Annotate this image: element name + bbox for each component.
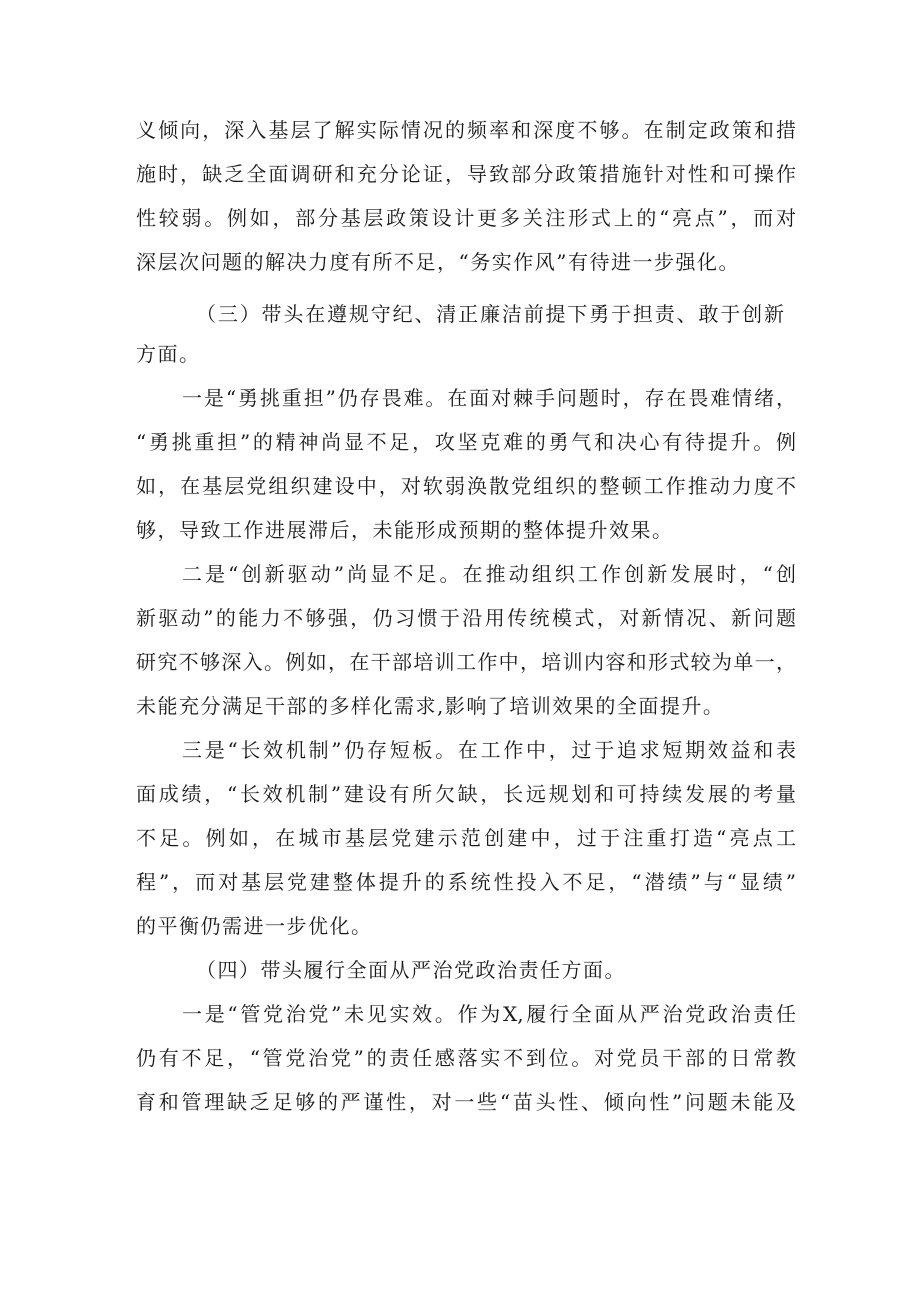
paragraph-first-line: 一是“勇挑重担”仍存畏难。在面对棘手问题时，存在畏难情绪， bbox=[182, 386, 796, 410]
section-heading: （三）带头在遵规守纪、清正廉洁前提下勇于担责、敢于创新 bbox=[196, 302, 784, 326]
text-line: 育和管理缺乏足够的严谨性，对一些“苗头性、倾向性”问题未能及 bbox=[136, 1090, 796, 1114]
text-line: 程”，而对基层党建整体提升的系统性投入不足，“潜绩”与“显绩” bbox=[136, 870, 796, 894]
text-line: “勇挑重担”的精神尚显不足，攻坚克难的勇气和决心有待提升。例 bbox=[136, 430, 796, 454]
section-heading-continuation: 方面。 bbox=[136, 342, 201, 366]
paragraph-first-line: 三是“长效机制”仍存短板。在工作中，过于追求短期效益和表 bbox=[182, 738, 796, 762]
text-line: 深层次问题的解决力度有所不足，“务实作风”有待进一步强化。 bbox=[136, 250, 740, 274]
text-line: 的平衡仍需进一步优化。 bbox=[136, 914, 373, 938]
text-line: 仍有不足，“管党治党”的责任感落实不到位。对党员干部的日常教 bbox=[136, 1046, 796, 1070]
paragraph-first-line: 二是“创新驱动”尚显不足。在推动组织工作创新发展时，“创 bbox=[182, 562, 796, 586]
text-line: 未能充分满足干部的多样化需求,影响了培训效果的全面提升。 bbox=[136, 694, 725, 718]
text-line: 性较弱。例如，部分基层政策设计更多关注形式上的“亮点”，而对 bbox=[136, 206, 796, 230]
section-heading: （四）带头履行全面从严治党政治责任方面。 bbox=[196, 958, 626, 982]
text-line: 义倾向，深入基层了解实际情况的频率和深度不够。在制定政策和措 bbox=[136, 118, 796, 142]
paragraph-first-line: 一是“管党治党”未见实效。作为X,履行全面从严治党政治责任 bbox=[182, 1002, 796, 1026]
text-line: 施时，缺乏全面调研和充分论证，导致部分政策措施针对性和可操作 bbox=[136, 162, 796, 186]
text-line: 研究不够深入。例如，在干部培训工作中，培训内容和形式较为单一， bbox=[136, 650, 796, 674]
text-line: 不足。例如，在城市基层党建示范创建中，过于注重打造“亮点工 bbox=[136, 826, 796, 850]
text-line: 新驱动”的能力不够强，仍习惯于沿用传统模式，对新情况、新问题 bbox=[136, 606, 796, 630]
text-line: 面成绩，“长效机制”建设有所欠缺，长远规划和可持续发展的考量 bbox=[136, 782, 796, 806]
text-line: 够，导致工作进展滞后，未能形成预期的整体提升效果。 bbox=[136, 518, 674, 542]
text-line: 如，在基层党组织建设中，对软弱涣散党组织的整顿工作推动力度不 bbox=[136, 474, 796, 498]
